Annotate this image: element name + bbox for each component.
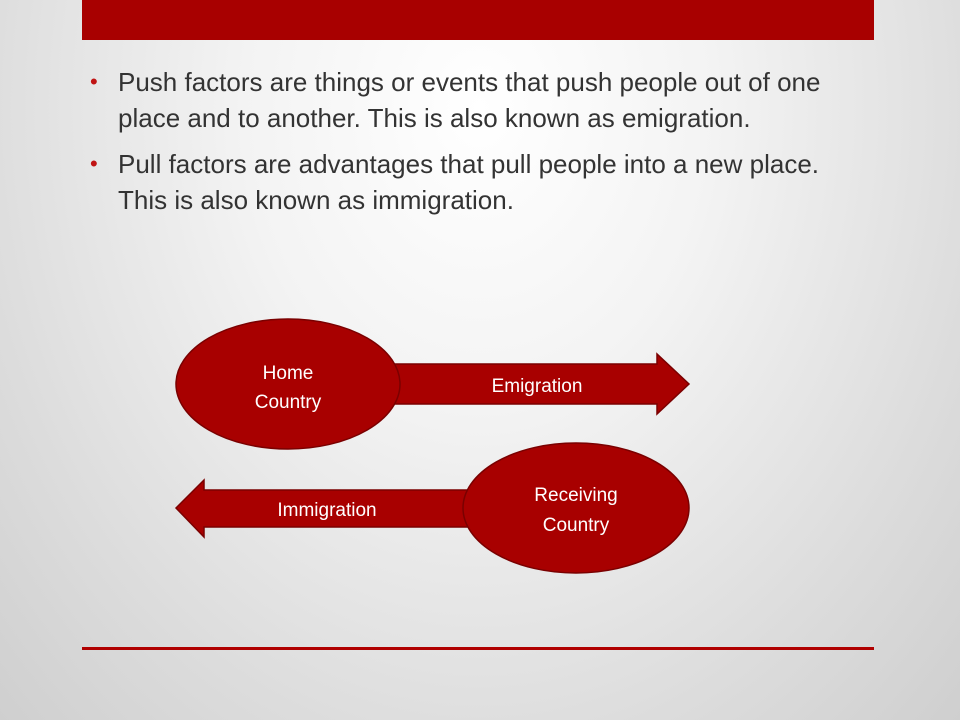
receiving-country-label-line1: Receiving [534,485,618,506]
home-country-label-line1: Home [262,363,314,384]
receiving-country-ellipse [463,443,689,573]
bottom-divider [82,647,874,650]
bullet-text-push: Push factors are things or events that push people out of one place and to another. This is also known as emigration. [118,67,821,133]
bullet-dot-icon: • [90,69,98,94]
receiving-country-label-line2: Country [542,515,610,536]
emigration-label: Emigration [491,376,583,397]
home-country-ellipse [176,319,400,449]
home-country-label-line2: Country [254,392,322,413]
bullet-dot-icon: • [90,151,98,176]
immigration-label: Immigration [277,500,377,521]
bullet-text-pull: Pull factors are advantages that pull people into a new place. This is also known as immigration. [118,149,820,215]
